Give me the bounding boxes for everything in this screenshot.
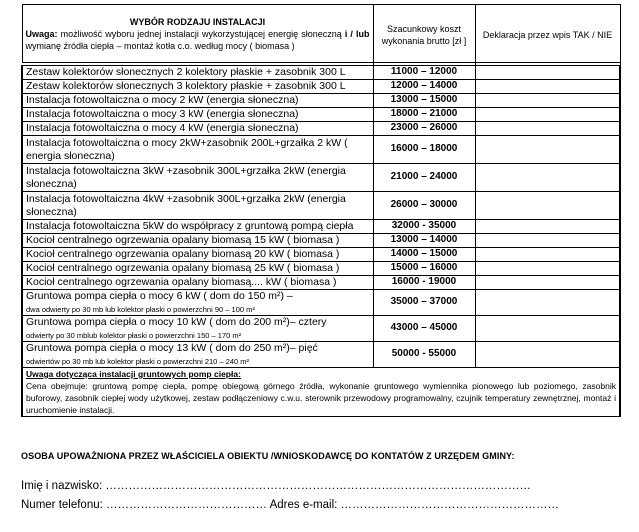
heatpump-detail: dwa odwierty po 30 mb lub kolektor płaski o powierzchni 90 – 100 m²	[26, 304, 255, 314]
table-row	[22, 220, 620, 234]
declaration-cell[interactable]	[475, 94, 620, 108]
phone-input[interactable]: ……………………………………	[106, 499, 268, 511]
declaration-cell[interactable]	[475, 122, 620, 136]
phone-label: Numer telefonu:	[21, 499, 107, 511]
name-field[interactable]	[21, 480, 531, 492]
declaration-cell[interactable]	[475, 192, 620, 220]
installation-price: 21000 – 24000	[373, 164, 475, 192]
installation-price: 12000 – 14000	[373, 80, 475, 94]
heatpump-name	[22, 316, 373, 342]
installation-name: Instalacja fotowoltaiczna 5kW do współpracy z gruntową pompą ciepła	[22, 220, 373, 234]
heatpump-detail: odwiertów po 30 mb lub kolektor płaski o powierzchni 210 – 240 m²	[26, 356, 250, 366]
table-row	[22, 316, 620, 342]
declaration-cell[interactable]	[475, 290, 620, 316]
phone-email-field[interactable]	[21, 499, 559, 511]
table-row	[22, 248, 620, 262]
table-row	[22, 234, 620, 248]
installation-name: Kocioł centralnego ogrzewania opalany biomasą 15 kW ( biomasa )	[22, 234, 373, 248]
heatpump-detail: odwierty po 30 mblub kolektor płaski o powierzchni 150 – 170 m²	[26, 330, 242, 340]
contact-title: OSOBA UPOWAŻNIONA PRZEZ WŁAŚCICIELA OBIEKTU /WNIOSKODAWCĘ DO KONTATÓW Z URZĘDEM GMINY:	[21, 451, 515, 461]
table-header	[22, 5, 620, 63]
table-row	[22, 276, 620, 290]
installation-price: 15000 – 16000	[373, 262, 475, 276]
installation-name: Instalacja fotowoltaiczna o mocy 3 kW (energia słoneczna)	[22, 108, 373, 122]
header-type-cell	[22, 5, 373, 63]
installation-name: Instalacja fotowoltaiczna o mocy 2 kW (energia słoneczna)	[22, 94, 373, 108]
installation-name: Kocioł centralnego ogrzewania opalany biomasą 20 kW ( biomasa )	[22, 248, 373, 262]
installation-name: Instalacja fotowoltaiczna 4kW +zasobnik 300L+grzałka 2kW (energia słoneczna)	[22, 192, 373, 220]
table-row	[22, 136, 620, 164]
declaration-cell[interactable]	[475, 220, 620, 234]
installation-name: Zestaw kolektorów słonecznych 3 kolektory płaskie + zasobnik 300 L	[22, 80, 373, 94]
installation-name: Instalacja fotowoltaiczna o mocy 4 kW (energia słoneczna)	[22, 122, 373, 136]
table-row	[22, 164, 620, 192]
footnote-text: Cena obejmuje: gruntową pompę ciepła, pompę obiegową górnego źródła, wykonanie gruntowego wymiennika pionowego lub poziomego, zasobnik buforowy, zasobnik ciepłej wody użytkowej, zestaw podłączeniowy c.w.u. sterownik przewodowy programowalny, czujnik temperatury zewnętrznej, montaż i uruchomienie instalacji.	[26, 381, 616, 415]
installation-name: Kocioł centralnego ogrzewania opalany biomasą.... kW ( biomasa )	[22, 276, 373, 290]
declaration-cell[interactable]	[475, 80, 620, 94]
installation-name: Kocioł centralnego ogrzewania opalany biomasą 25 kW ( biomasa )	[22, 262, 373, 276]
header-note: Uwaga: możliwość wyboru jednej instalacji wykorzystującej energię słoneczną i / lub wymianę źródła ciepła – montaż kotła c.o. według mocy ( biomasa )	[25, 29, 370, 51]
heatpump-name	[22, 290, 373, 316]
installation-price: 26000 – 30000	[373, 192, 475, 220]
installation-price: 32000 - 35000	[373, 220, 475, 234]
heatpump-footnote	[22, 368, 620, 417]
installation-price: 14000 – 15000	[373, 248, 475, 262]
installation-price: 23000 – 26000	[373, 122, 475, 136]
heatpump-title: Gruntowa pompa ciepła o mocy 13 kW ( dom do 250 m²)– pięć	[26, 342, 318, 354]
declaration-cell[interactable]	[475, 66, 620, 80]
installation-table	[21, 4, 621, 417]
cost-header: Szacunkowy koszt wykonania brutto [zł ]	[373, 5, 475, 63]
table-row	[22, 342, 620, 368]
declaration-cell[interactable]	[475, 276, 620, 290]
declaration-cell[interactable]	[475, 108, 620, 122]
declaration-header: Deklaracja przez wpis TAK / NIE	[475, 5, 620, 63]
declaration-cell[interactable]	[475, 248, 620, 262]
installation-price: 18000 – 21000	[373, 108, 475, 122]
heatpump-price: 35000 – 37000	[373, 290, 475, 316]
table-row	[22, 80, 620, 94]
heatpump-price: 43000 – 45000	[373, 316, 475, 342]
heatpump-title: Gruntowa pompa ciepła o mocy 6 kW ( dom do 150 m²) –	[26, 290, 293, 302]
declaration-cell[interactable]	[475, 234, 620, 248]
declaration-cell[interactable]	[475, 316, 620, 342]
table-row	[22, 290, 620, 316]
installation-price: 13000 – 14000	[373, 234, 475, 248]
footnote-title: Uwaga dotycząca instalacji gruntowych pomp ciepła:	[26, 369, 241, 379]
installation-name: Instalacja fotowoltaiczna o mocy 2kW+zasobnik 200L+grzałka 2 kW ( energia słoneczna)	[22, 136, 373, 164]
table-title: WYBÓR RODZAJU INSTALACJI	[129, 17, 266, 27]
installation-price: 11000 – 12000	[373, 66, 475, 80]
table-row	[22, 66, 620, 80]
table-row	[22, 192, 620, 220]
table-row	[22, 94, 620, 108]
installation-price: 16000 - 19000	[373, 276, 475, 290]
heatpump-name	[22, 342, 373, 368]
heatpump-price: 50000 - 55000	[373, 342, 475, 368]
email-label: Adres e-mail:	[267, 499, 341, 511]
installation-name: Zestaw kolektorów słonecznych 2 kolektory płaskie + zasobnik 300 L	[22, 66, 373, 80]
declaration-cell[interactable]	[475, 262, 620, 276]
name-label: Imię i nazwisko:	[21, 480, 106, 492]
table-row	[22, 122, 620, 136]
installation-price: 13000 – 15000	[373, 94, 475, 108]
declaration-cell[interactable]	[475, 136, 620, 164]
installation-price: 16000 – 18000	[373, 136, 475, 164]
installation-name: Instalacja fotowoltaiczna 3kW +zasobnik 300L+grzałka 2kW (energia słoneczna)	[22, 164, 373, 192]
declaration-cell[interactable]	[475, 164, 620, 192]
name-input[interactable]: …………………………………………………………………………………………………	[105, 480, 531, 492]
table-row	[22, 262, 620, 276]
email-input[interactable]: …………………………………………………	[340, 499, 560, 511]
table-row	[22, 108, 620, 122]
heatpump-title: Gruntowa pompa ciepła o mocy 10 kW ( dom do 200 m²)– cztery	[26, 316, 327, 328]
declaration-cell[interactable]	[475, 342, 620, 368]
